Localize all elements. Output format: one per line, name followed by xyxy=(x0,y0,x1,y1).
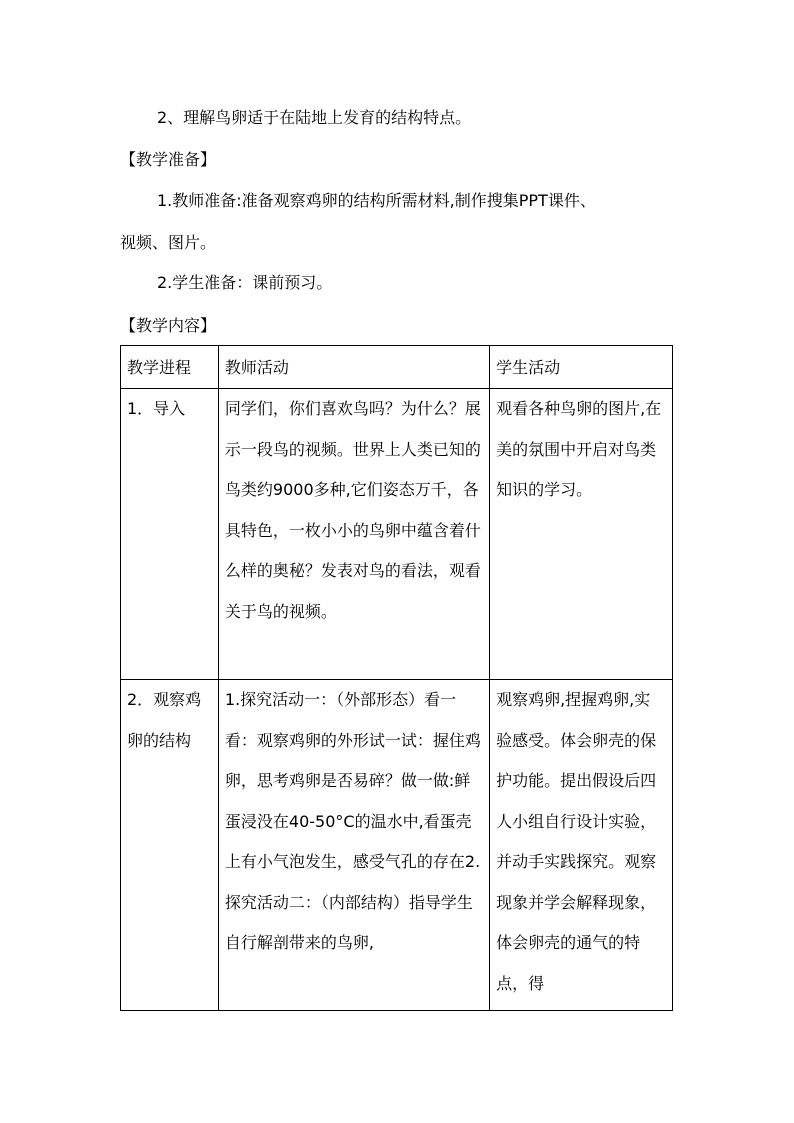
cell-teacher-activity: 同学们，你们喜欢鸟吗？为什么？展示一段鸟的视频。世界上人类已知的鸟类约9000多种,它们姿态万千，各具特色，一枚小小的鸟卵中蕴含着什么样的奥秘？发表对鸟的看法，观看关于鸟的视频。 xyxy=(218,389,489,680)
prep-heading: 【教学准备】 xyxy=(120,150,217,169)
cell-teacher-activity: 1.探究活动一：（外部形态）看一看：观察鸡卵的外形试一试：握住鸡卵，思考鸡卵是否易碎？做一做:鲜蛋浸没在40-50°C的温水中,看蛋壳上有小气泡发生，感受气孔的存在2.探究活动二：（内部结构）指导学生自行解剖带来的鸟卵, xyxy=(218,680,489,1011)
teacher-prep-line2: 视频、图片。 xyxy=(120,233,217,252)
lesson-table xyxy=(120,345,673,1011)
table-row xyxy=(121,389,673,680)
header-stage: 教学进程 xyxy=(121,346,219,389)
header-teacher: 教师活动 xyxy=(218,346,489,389)
content-heading: 【教学内容】 xyxy=(120,316,217,335)
cell-stage: 1．导入 xyxy=(121,389,219,680)
student-prep: 2.学生准备：课前预习。 xyxy=(157,273,333,292)
header-student: 学生活动 xyxy=(490,346,673,389)
teacher-prep-line1: 1.教师准备:准备观察鸡卵的结构所需材料,制作搜集PPT课件、 xyxy=(157,191,596,210)
objective-2: 2、理解鸟卵适于在陆地上发育的结构特点。 xyxy=(157,108,472,127)
cell-stage: 2．观察鸡卵的结构 xyxy=(121,680,219,1011)
cell-student-activity: 观察鸡卵,捏握鸡卵,实验感受。体会卵壳的保护功能。提出假设后四人小组自行设计实验，并动手实践探究。观察现象并学会解释现象，体会卵壳的通气的特点，得 xyxy=(490,680,673,1011)
table-row xyxy=(121,680,673,1011)
cell-student-activity: 观看各种鸟卵的图片,在美的氛围中开启对鸟类知识的学习。 xyxy=(490,389,673,680)
table-header-row xyxy=(121,346,673,389)
